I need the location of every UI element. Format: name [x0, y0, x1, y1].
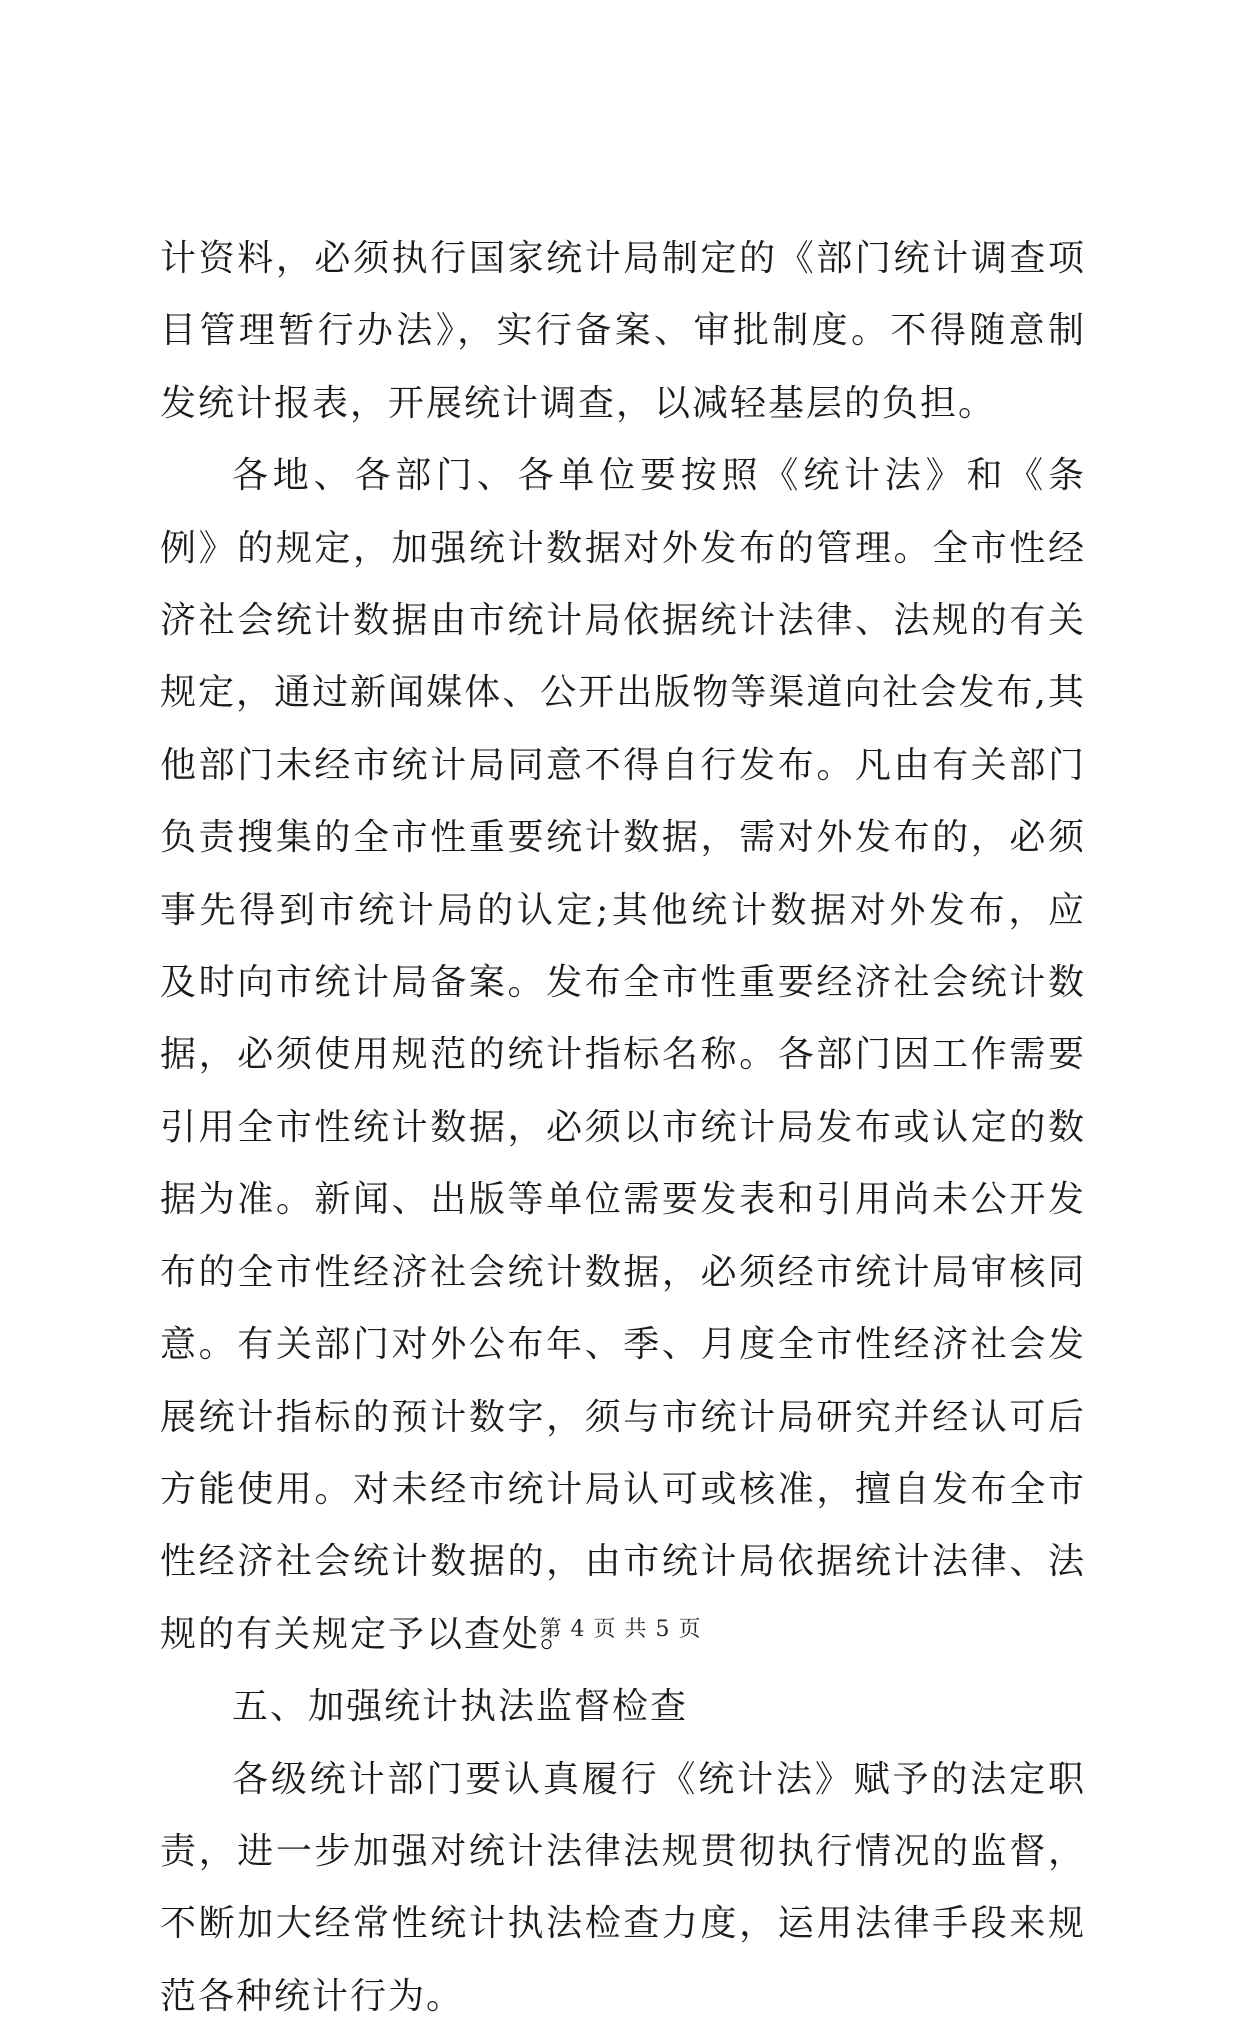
paragraph-enforcement: 各级统计部门要认真履行《统计法》赋予的法定职责，进一步加强对统计法律法规贯彻执行情况的监督，不断加大经常性统计执法检查力度，运用法律手段来规范各种统计行为。: [160, 1758, 1086, 2017]
page-number-footer: 第 4 页 共 5 页: [539, 1617, 702, 1642]
section-heading-5: 五、加强统计执法监督检查: [232, 1686, 689, 1728]
paragraph-data-release: 各地、各部门、各单位要按照《统计法》和《条例》的规定，加强统计数据对外发布的管理。全市性经济社会统计数据由市统计局依据统计法律、法规的有关规定，通过新闻媒体、公开出版物等渠道向社会发布,其他部门未经市统计局同意不得自行发布。凡由有关部门负责搜集的全市性重要统计数据，需对外发布的，必须事先得到市统计局的认定;其他统计数据对外发布，应及时向市统计局备案。发布全市性重要经济社会统计数据，必须使用规范的统计指标名称。各部门因工作需要引用全市性统计数据，必须以市统计局发布或认定的数据为准。新闻、出版等单位需要发表和引用尚未公开发布的全市性经济社会统计数据，必须经市统计局审核同意。有关部门对外公布年、季、月度全市性经济社会发展统计指标的预计数字，须与市统计局研究并经认可后方能使用。对未经市统计局认可或核准，擅自发布全市性经济社会统计数据的，由市统计局依据统计法律、法规的有关规定予以查处。: [160, 455, 1086, 1655]
paragraph-continuation: 计资料，必须执行国家统计局制定的《部门统计调查项目管理暂行办法》，实行备案、审批制度。不得随意制发统计报表，开展统计调查，以减轻基层的负担。: [160, 238, 1086, 424]
document-body: [160, 223, 1086, 2033]
